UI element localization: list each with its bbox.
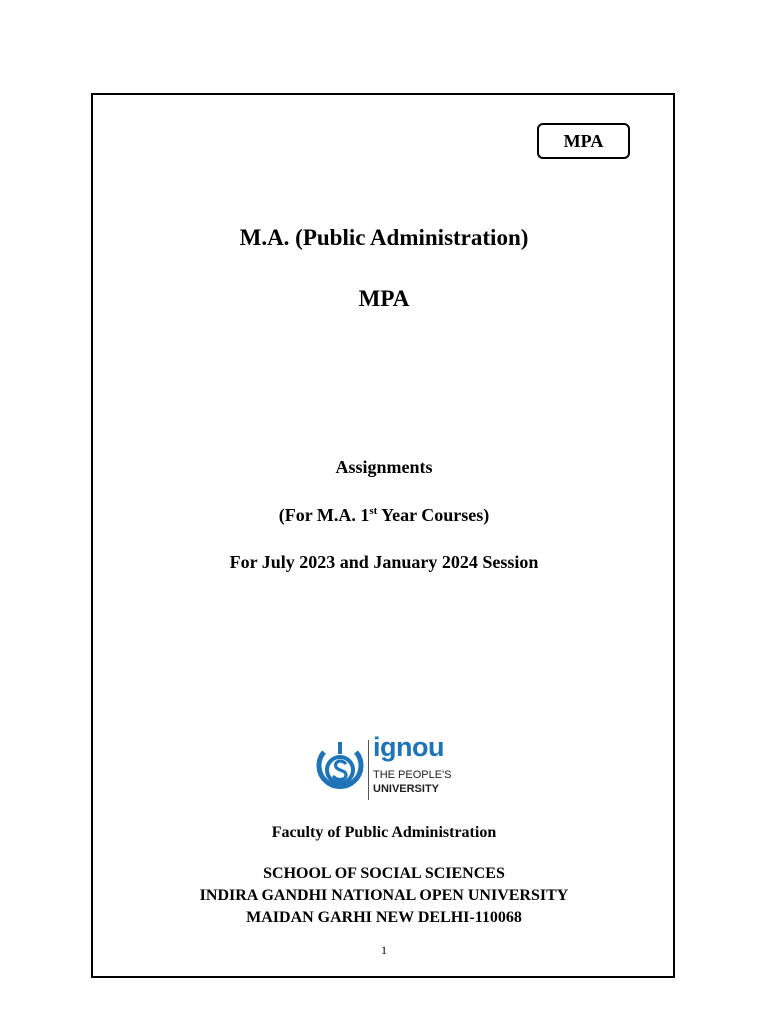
year-line (0, 505, 768, 526)
session-line: For July 2023 and January 2024 Session (229, 552, 539, 572)
year-line-prefix: (For M.A. 1 (278, 505, 370, 525)
page-number: 1 (381, 943, 387, 957)
ignou-logo (316, 732, 452, 802)
logo-wordmark: ignou (373, 732, 444, 762)
logo-tagline-1: THE PEOPLE'S (373, 769, 452, 781)
document-title: M.A. (Public Administration) (239, 225, 529, 250)
programme-code-box-label: MPA (563, 130, 604, 151)
school-name: SCHOOL OF SOCIAL SCIENCES (263, 865, 505, 882)
logo-tagline-2: UNIVERSITY (373, 783, 440, 795)
programme-code-title: MPA (358, 286, 410, 311)
ignou-emblem-icon (316, 738, 368, 802)
programme-code-box (537, 123, 630, 159)
university-name: INDIRA GANDHI NATIONAL OPEN UNIVERSITY (199, 887, 569, 904)
university-address: MAIDAN GARHI NEW DELHI-110068 (246, 909, 522, 926)
assignments-heading: Assignments (335, 457, 433, 477)
logo-divider (368, 740, 369, 800)
year-line-superscript: st (369, 505, 378, 517)
year-line-suffix: Year Courses) (377, 505, 490, 525)
faculty-name: Faculty of Public Administration (271, 824, 497, 841)
